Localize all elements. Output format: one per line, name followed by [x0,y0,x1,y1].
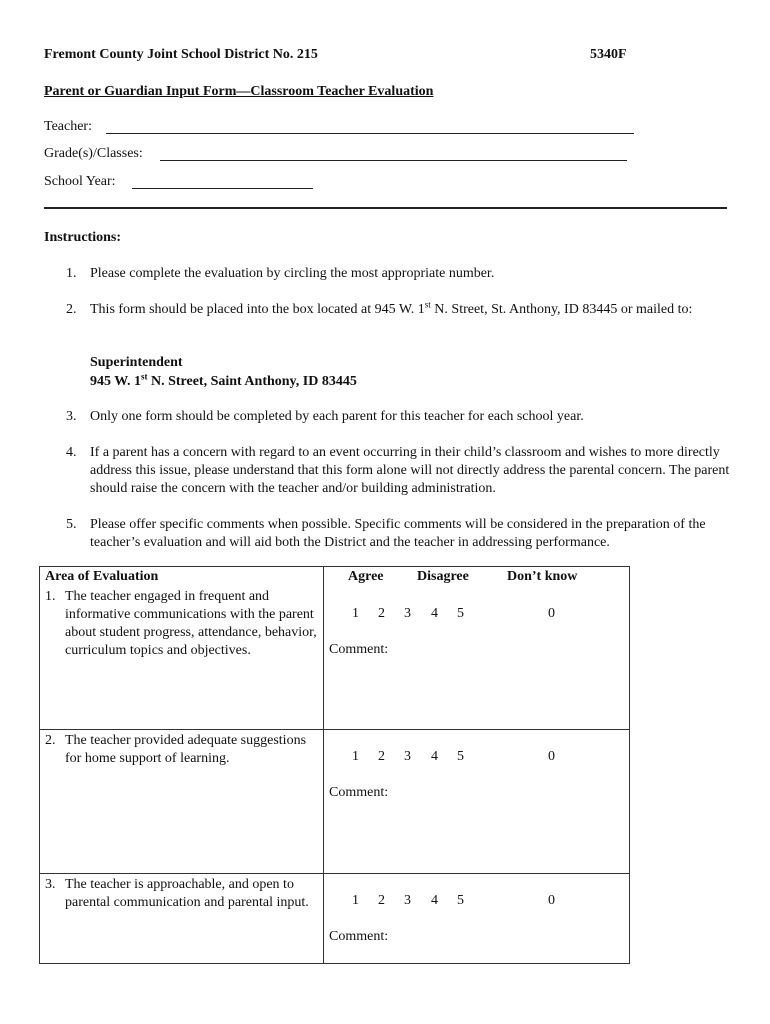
district-name: Fremont County Joint School District No. 215 [44,47,318,62]
criterion-number: 3. [45,877,56,892]
header-area-of-evaluation: Area of Evaluation [45,569,159,584]
rating-option[interactable]: 1 [352,893,359,908]
section-divider [44,207,727,209]
instruction-text: Please complete the evaluation by circling the most appropriate number. [90,266,495,281]
rating-option[interactable]: 3 [404,749,411,764]
rating-option[interactable]: 5 [457,893,464,908]
grade-classes-field[interactable] [160,160,627,161]
comment-label: Comment: [329,929,389,944]
rating-option[interactable]: 1 [352,749,359,764]
criterion-text: The teacher is approachable, and open to parental communication and parental input. [65,877,309,910]
criterion-text: The teacher engaged in frequent and informative communications with the parent about student progress, attendance, behavior, curriculum topics and objectives. [65,589,317,658]
rating-option[interactable]: 4 [431,606,438,621]
dont-know-option[interactable]: 0 [548,749,555,764]
instruction-number: 2. [66,302,77,317]
rating-option[interactable]: 5 [457,749,464,764]
instructions-heading: Instructions: [44,230,122,245]
rating-option[interactable]: 4 [431,893,438,908]
rating-option[interactable]: 2 [378,749,385,764]
address-street: 945 W. 1st N. Street, Saint Anthony, ID 83445 [90,371,357,389]
criterion-number: 2. [45,733,56,748]
rating-option[interactable]: 1 [352,606,359,621]
rating-option[interactable]: 4 [431,749,438,764]
rating-option[interactable]: 2 [378,606,385,621]
instruction-number: 5. [66,517,77,532]
column-divider [323,567,324,963]
row-divider [40,873,629,874]
mailing-address [90,353,357,391]
instruction-text: Please offer specific comments when possible. Specific comments will be considered in the preparation of the teacher’s evaluation and will aid both the District and the teacher in addressing performance. [90,517,706,550]
comment-label: Comment: [329,785,389,800]
rating-option[interactable]: 2 [378,893,385,908]
header-agree: Agree [348,569,384,584]
criterion-number: 1. [45,589,56,604]
instruction-number: 4. [66,445,77,460]
grade-classes-label: Grade(s)/Classes: [44,146,143,161]
instruction-text: If a parent has a concern with regard to an event occurring in their child’s classroom and wishes to more directly address this issue, please understand that this form alone will not directly address the parental concern. The parent should raise the concern with the teacher and/or building administration. [90,445,730,496]
teacher-field[interactable] [106,133,634,134]
criterion [45,876,317,912]
rating-option[interactable]: 3 [404,606,411,621]
teacher-label: Teacher: [44,119,92,134]
instruction-text: This form should be placed into the box located at 945 W. 1st N. Street, St. Anthony, ID 83445 or mailed to: [90,299,693,317]
dont-know-option[interactable]: 0 [548,893,555,908]
school-year-label: School Year: [44,174,116,189]
instruction-text: Only one form should be completed by each parent for this teacher for each school year. [90,409,584,424]
address-recipient: Superintendent [90,355,183,370]
criterion [45,588,317,660]
criterion [45,732,317,768]
dont-know-option[interactable]: 0 [548,606,555,621]
school-year-field[interactable] [132,188,313,189]
instruction-number: 3. [66,409,77,424]
rating-option[interactable]: 5 [457,606,464,621]
row-divider [40,729,629,730]
instruction-number: 1. [66,266,77,281]
header-dont-know: Don’t know [507,569,578,584]
comment-label: Comment: [329,642,389,657]
form-title: Parent or Guardian Input Form—Classroom Teacher Evaluation [44,84,434,99]
evaluation-table [39,566,630,964]
policy-code: 5340F [590,47,627,62]
criterion-text: The teacher provided adequate suggestions for home support of learning. [65,733,307,766]
rating-option[interactable]: 3 [404,893,411,908]
header-disagree: Disagree [417,569,469,584]
